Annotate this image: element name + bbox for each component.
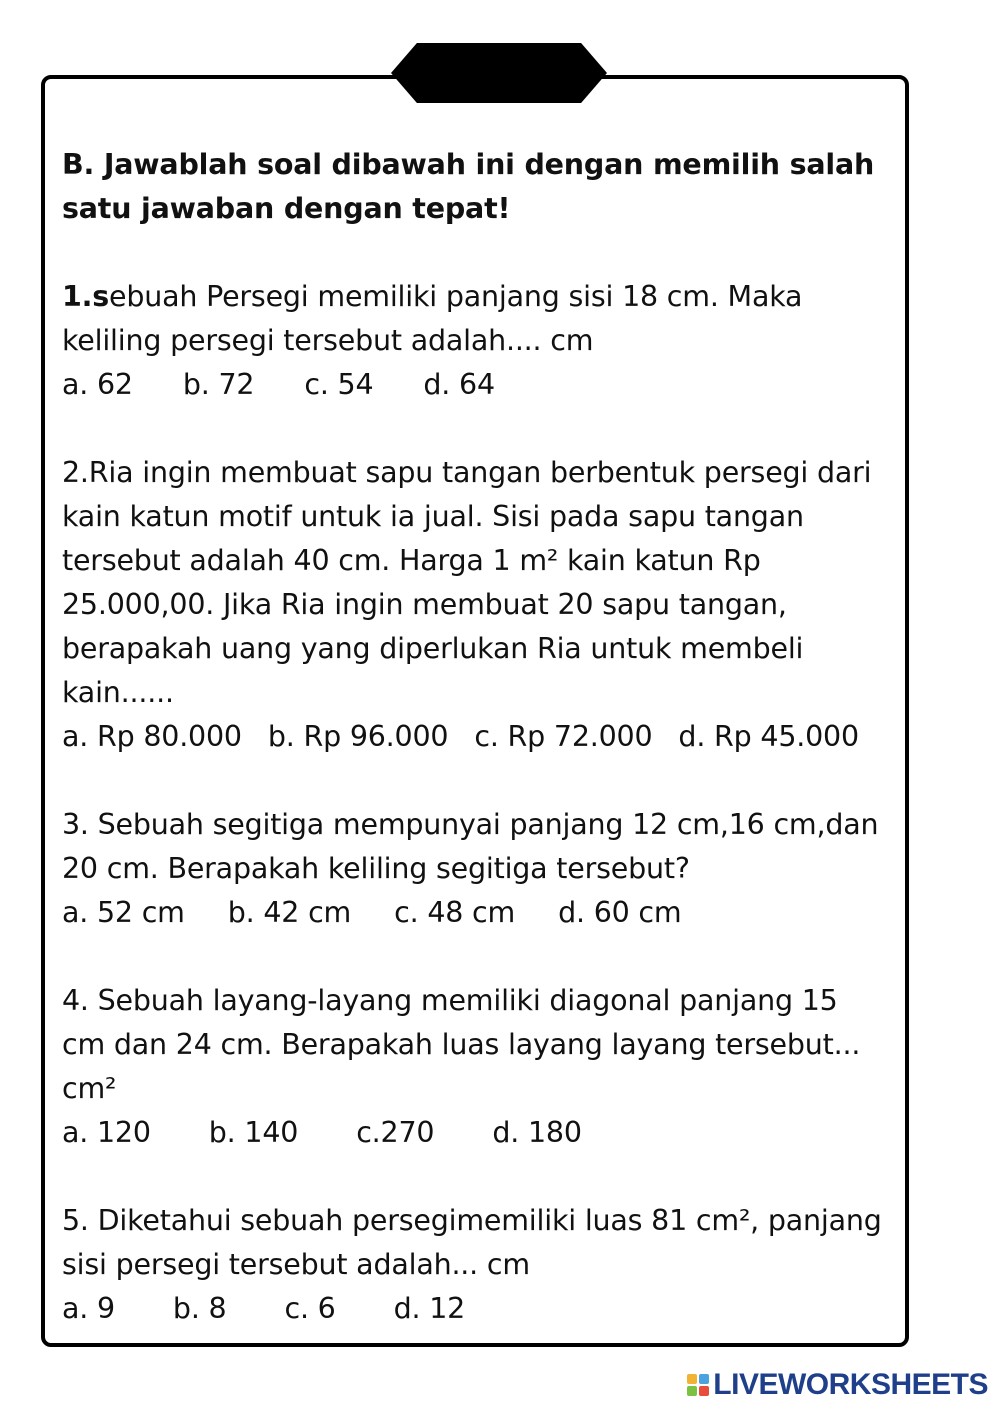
question-1 [62, 275, 882, 407]
liveworksheets-logo-icon [687, 1374, 709, 1396]
option-b[interactable]: b. 8 [172, 1292, 227, 1325]
logo-square-green [687, 1386, 697, 1396]
answer-options [62, 891, 882, 935]
option-c[interactable]: c.270 [356, 1116, 435, 1149]
logo-square-yellow [687, 1374, 697, 1384]
option-c[interactable]: c. 54 [304, 368, 374, 401]
option-d[interactable]: d. Rp 45.000 [678, 720, 859, 753]
option-d[interactable]: d. 12 [393, 1292, 466, 1325]
option-c[interactable]: c. 48 cm [394, 896, 516, 929]
question-text: 5. Diketahui sebuah persegimemiliki luas 81 cm², panjang sisi persegi tersebut adalah... cm [62, 1204, 882, 1281]
option-a[interactable]: a. 9 [62, 1292, 115, 1325]
question-text: 1.sebuah Persegi memiliki panjang sisi 18 cm. Maka keliling persegi tersebut adalah.... cm [62, 280, 803, 357]
option-a[interactable]: a. Rp 80.000 [62, 720, 242, 753]
instruction-heading: B. Jawablah soal dibawah ini dengan memilih salah satu jawaban dengan tepat! [62, 148, 875, 225]
question-number: 1.s [62, 280, 110, 313]
worksheet-content [62, 143, 882, 1375]
liveworksheets-logo[interactable] [687, 1368, 988, 1402]
answer-options [62, 1111, 882, 1155]
question-4 [62, 979, 882, 1155]
option-a[interactable]: a. 52 cm [62, 896, 185, 929]
logo-square-red [699, 1386, 709, 1396]
logo-square-blue [699, 1374, 709, 1384]
option-b[interactable]: b. Rp 96.000 [267, 720, 449, 753]
question-3 [62, 803, 882, 935]
question-text: 3. Sebuah segitiga mempunyai panjang 12 cm,16 cm,dan 20 cm. Berapakah keliling segitiga tersebut? [62, 808, 879, 885]
option-b[interactable]: b. 72 [182, 368, 255, 401]
answer-options [62, 363, 882, 407]
option-a[interactable]: a. 120 [62, 1116, 151, 1149]
question-text: 4. Sebuah layang-layang memiliki diagonal panjang 15 cm dan 24 cm. Berapakah luas layang layang tersebut... cm² [62, 984, 861, 1105]
option-d[interactable]: d. 180 [492, 1116, 582, 1149]
question-5 [62, 1199, 882, 1331]
frame-header-tab [391, 43, 607, 103]
logo-text: LIVEWORKSHEETS [713, 1368, 988, 1401]
option-d[interactable]: d. 64 [423, 368, 495, 401]
option-a[interactable]: a. 62 [62, 368, 133, 401]
answer-options [62, 715, 882, 759]
option-c[interactable]: c. Rp 72.000 [474, 720, 653, 753]
option-b[interactable]: b. 42 cm [227, 896, 352, 929]
option-c[interactable]: c. 6 [284, 1292, 336, 1325]
option-d[interactable]: d. 60 cm [558, 896, 682, 929]
question-2 [62, 451, 882, 759]
option-b[interactable]: b. 140 [208, 1116, 299, 1149]
answer-options [62, 1287, 882, 1331]
question-text: 2.Ria ingin membuat sapu tangan berbentuk persegi dari kain katun motif untuk ia jual. Sisi pada sapu tangan tersebut adalah 40 cm. Harga 1 m² kain katun Rp 25.000,00. Jika Ria ingin membuat 20 sapu tangan, berapakah uang yang diperlukan Ria untuk membeli kain...... [62, 456, 872, 709]
